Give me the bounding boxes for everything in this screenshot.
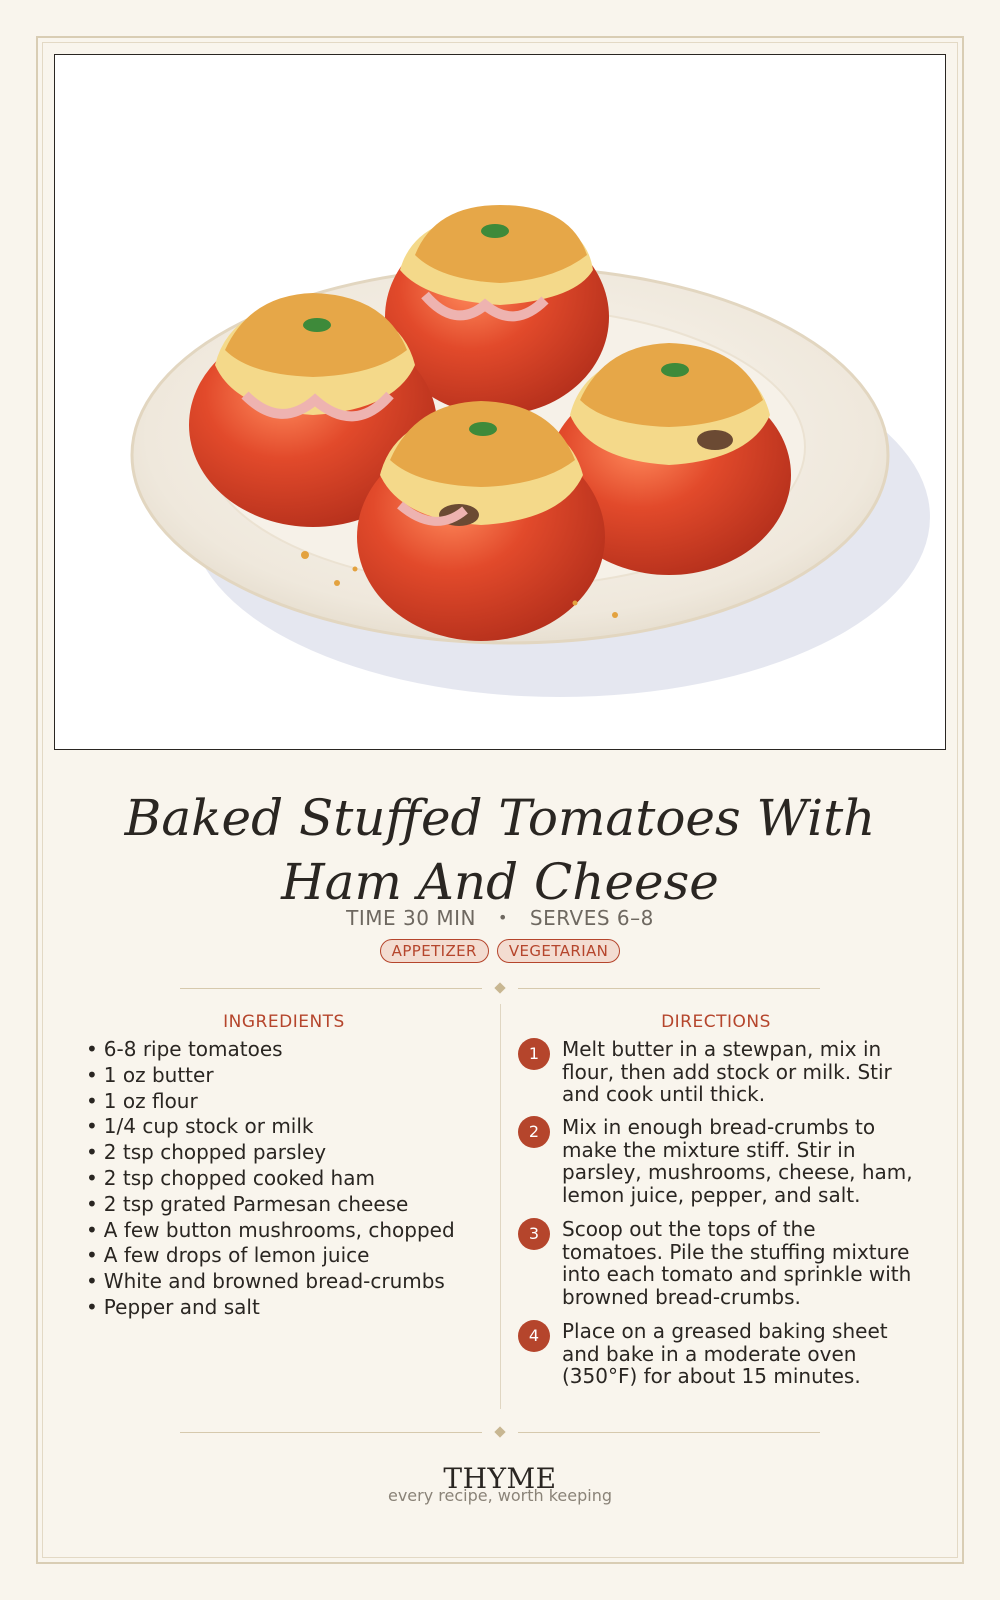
step-text: Scoop out the tops of the tomatoes. Pile the stuffing mixture into each tomato and sprinkle with browned bread-crumbs. (562, 1217, 912, 1309)
stuffed-tomatoes-illustration (55, 55, 945, 749)
directions-heading: DIRECTIONS (661, 1012, 771, 1032)
meta-separator: • (497, 908, 508, 927)
ingredient-item: • 1/4 cup stock or milk (86, 1115, 486, 1138)
tag-vegetarian[interactable]: VEGETARIAN (497, 939, 620, 963)
step-text: Mix in enough bread-crumbs to make the mixture stiff. Stir in parsley, mushrooms, cheese, ham, lemon juice, pepper, and salt. (562, 1115, 913, 1207)
brand-logo: THYME (443, 1462, 557, 1495)
section-divider-top (180, 982, 820, 994)
ingredient-item: • 2 tsp grated Parmesan cheese (86, 1193, 486, 1216)
step-number-badge: 4 (518, 1320, 550, 1352)
serves-label: SERVES 6–8 (529, 906, 654, 930)
ingredient-item: • 1 oz flour (86, 1090, 486, 1113)
diamond-ornament-icon (494, 1426, 505, 1437)
step-number-badge: 3 (518, 1218, 550, 1250)
recipe-meta (0, 906, 1000, 930)
tag-list (0, 939, 1000, 963)
tag-appetizer[interactable]: APPETIZER (380, 939, 489, 963)
ingredient-item: • A few drops of lemon juice (86, 1244, 486, 1267)
diamond-ornament-icon (494, 982, 505, 993)
recipe-photo (54, 54, 946, 750)
ingredients-list (86, 1038, 486, 1322)
time-label: TIME 30 MIN (346, 906, 476, 930)
ingredient-item: • White and browned bread-crumbs (86, 1270, 486, 1293)
ingredient-item: • Pepper and salt (86, 1296, 486, 1319)
ingredients-heading: INGREDIENTS (223, 1012, 345, 1032)
brand-tagline: every recipe, worth keeping (387, 1486, 612, 1505)
section-divider-bottom (180, 1426, 820, 1438)
recipe-title: Baked Stuffed Tomatoes With Ham And Cheese (124, 789, 876, 911)
column-divider (500, 1004, 501, 1409)
ingredient-item: • 1 oz butter (86, 1064, 486, 1087)
ingredient-item: • 2 tsp chopped parsley (86, 1141, 486, 1164)
ingredient-item: • A few button mushrooms, chopped (86, 1219, 486, 1242)
ingredient-item: • 6-8 ripe tomatoes (86, 1038, 486, 1061)
step-number-badge: 2 (518, 1116, 550, 1148)
ingredient-item: • 2 tsp chopped cooked ham (86, 1167, 486, 1190)
step-text: Place on a greased baking sheet and bake in a moderate oven (350°F) for about 15 minutes. (562, 1319, 888, 1389)
step-number-badge: 1 (518, 1038, 550, 1070)
step-text: Melt butter in a stewpan, mix in flour, then add stock or milk. Stir and cook until thick. (562, 1037, 892, 1107)
